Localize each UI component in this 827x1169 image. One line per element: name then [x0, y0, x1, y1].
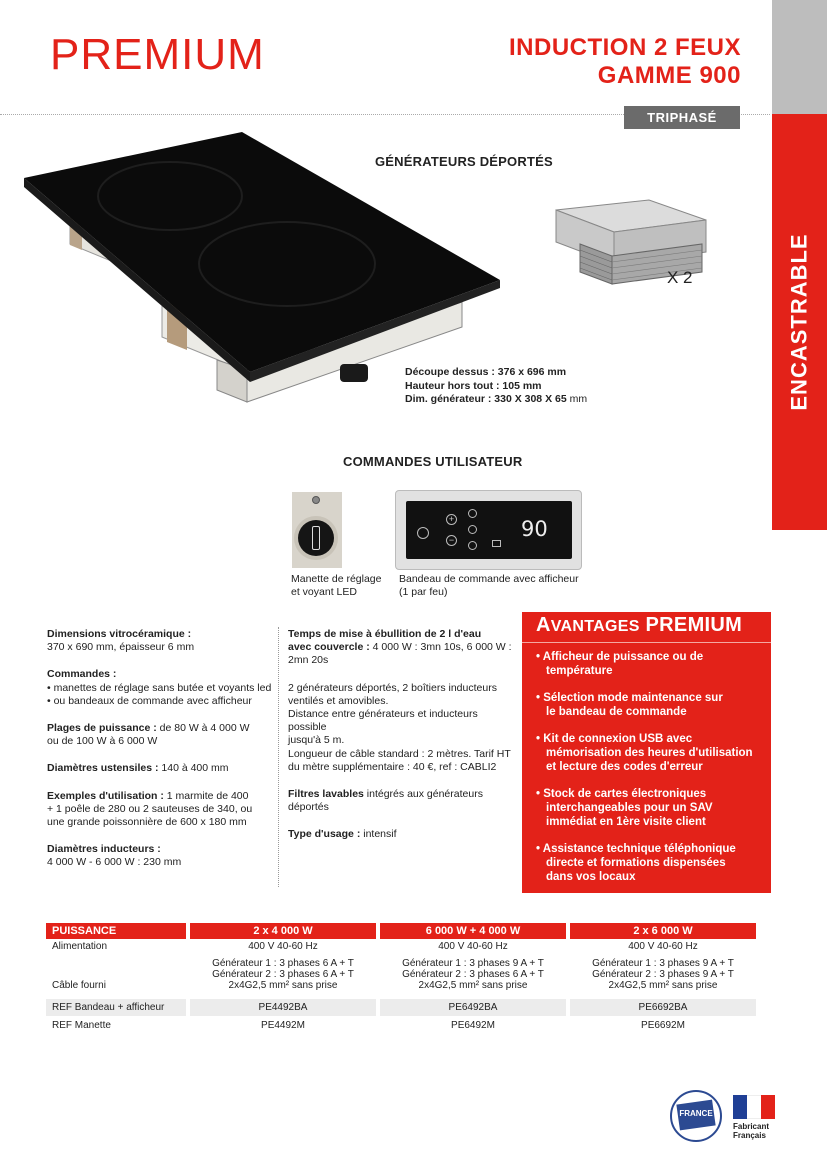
advantages-list: [536, 650, 768, 897]
specs-middle: [288, 628, 516, 856]
table-header-cell: PUISSANCE: [46, 923, 186, 939]
product-title: [509, 34, 741, 90]
france-logo-text: FRANCE: [679, 1109, 713, 1118]
fabricant-text: Fabricant Français: [733, 1122, 770, 1140]
table-header-row: [46, 923, 756, 939]
temperature-display: 90: [521, 517, 548, 541]
advantage-item: • Afficheur de puissance ou de température: [536, 651, 704, 677]
french-flag-icon: [733, 1095, 775, 1119]
table-header-cell: 2 x 4 000 W: [190, 923, 376, 939]
spec-power-range: Plages de puissance : de 80 W à 4 000 W ou de 100 W à 6 000 W: [47, 722, 250, 748]
power-icon: [417, 527, 429, 539]
mode-icon: [468, 509, 477, 518]
panel-caption: Bandeau de commande avec afficheur (1 par feu): [399, 573, 579, 598]
control-panel-glass: [406, 501, 572, 559]
brand-title: PREMIUM: [50, 30, 265, 79]
table-row-generator-2: Générateur 2 : 3 phases 6 A + T Générateur 2 : 3 phases 6 A + T Générateur 2 : 3 phases 9 A + T: [212, 969, 734, 980]
table-row-cable: Câble fourni 2x4G2,5 mm² sans prise 2x4G2,5 mm² sans prise 2x4G2,5 mm² sans prise: [52, 980, 718, 991]
led-icon: [312, 496, 320, 504]
table-row-generator-1: Générateur 1 : 3 phases 6 A + T Générateur 1 : 3 phases 9 A + T Générateur 1 : 3 phases 9 A + T: [212, 958, 734, 969]
minus-icon: −: [446, 535, 457, 546]
display-mode-icon: [492, 540, 501, 547]
spec-usage-type: Type d'usage : intensif: [288, 828, 397, 841]
spec-usage-examples: Exemples d'utilisation : 1 marmite de 400 + 1 poêle de 280 ou 2 sauteuses de 340, ou une grande poissonnière de 600 x 180 mm: [47, 789, 253, 829]
advantage-item: • Assistance technique téléphonique directe et formations dispensées dans vos locaux: [536, 843, 736, 883]
knob-icon: [298, 520, 334, 556]
table-row-ref-manette: REF Manette PE4492M PE6492M PE6692M: [52, 1020, 685, 1031]
timer-icon: [468, 525, 477, 534]
product-title-line-2: GAMME 900: [597, 62, 741, 89]
side-label-text: ENCASTRABLE: [786, 233, 812, 411]
spec-commands: Commandes : • manettes de réglage sans butée et voyants led • ou bandeaux de commande avec afficheur: [47, 668, 272, 707]
table-header-cell: 6 000 W + 4 000 W: [380, 923, 566, 939]
table-header-cell: 2 x 6 000 W: [570, 923, 756, 939]
dim-height: Hauteur hors tout : 105 mm: [405, 379, 542, 392]
spec-utensil-diameter: Diamètres ustensiles : 140 à 400 mm: [47, 762, 229, 775]
advantages-divider: [522, 642, 771, 643]
generator-quantity: X 2: [667, 268, 693, 287]
origine-france-logo: [670, 1090, 722, 1142]
dim-cutout: Découpe dessus : 376 x 696 mm: [405, 366, 567, 378]
plus-icon: +: [446, 514, 457, 525]
control-panel-image: [395, 490, 582, 570]
lock-icon: [468, 541, 477, 550]
triphase-badge: TRIPHASÉ: [624, 106, 740, 129]
knob-image: [292, 492, 342, 568]
dim-generator: Dim. générateur : 330 X 308 X 65 mm: [405, 393, 588, 405]
spec-generators: 2 générateurs déportés, 2 boîtiers inducteurs ventilés et amovibles. Distance entre générateurs et inducteurs possible jusqu'à 5 m. Longueur de câble standard : 2 mètres. Tarif HT du mètre supplémentaire : 40 €, ref : CABLI2: [288, 681, 511, 773]
specs-divider: [278, 627, 279, 887]
advantage-item: • Kit de connexion USB avec mémorisation des heures d'utilisation et lecture des codes d'erreur: [536, 733, 753, 773]
specs-left: [47, 628, 272, 884]
side-bar-grey: [772, 0, 827, 114]
product-title-line-1: INDUCTION 2 FEUX: [508, 34, 741, 61]
spec-glass-dimensions: Dimensions vitrocéramique : 370 x 690 mm, épaisseur 6 mm: [47, 628, 195, 654]
specs-table: [46, 923, 756, 1036]
dimensions-block: [405, 366, 587, 407]
side-label: [772, 114, 827, 530]
fabricant-francais-logo: [733, 1095, 775, 1147]
advantage-item: • Stock de cartes électroniques interchangeables pour un SAV immédiat en 1ère visite client: [536, 788, 713, 828]
table-row-alimentation: Alimentation 400 V 40-60 Hz 400 V 40-60 Hz 400 V 40-60 Hz: [52, 941, 698, 952]
knob-caption: Manette de réglage et voyant LED: [291, 573, 382, 598]
table-row-ref-bandeau: REF Bandeau + afficheur PE4492BA PE6492BA PE6692BA: [46, 999, 756, 1016]
generators-heading: GÉNÉRATEURS DÉPORTÉS: [375, 154, 553, 169]
controls-heading: COMMANDES UTILISATEUR: [343, 454, 523, 469]
advantage-item: • Sélection mode maintenance sur le bandeau de commande: [536, 692, 723, 718]
spec-filters: Filtres lavables intégrés aux générateurs déportés: [288, 788, 483, 814]
spec-inductor-diameter: Diamètres inducteurs : 4 000 W - 6 000 W : 230 mm: [47, 843, 182, 869]
advantages-title: AVANTAGES PREMIUM: [536, 614, 743, 636]
spec-boil-time: Temps de mise à ébullition de 2 l d'eau avec couvercle : 4 000 W : 3mn 10s, 6 000 W : 2mn 20s: [288, 628, 512, 667]
